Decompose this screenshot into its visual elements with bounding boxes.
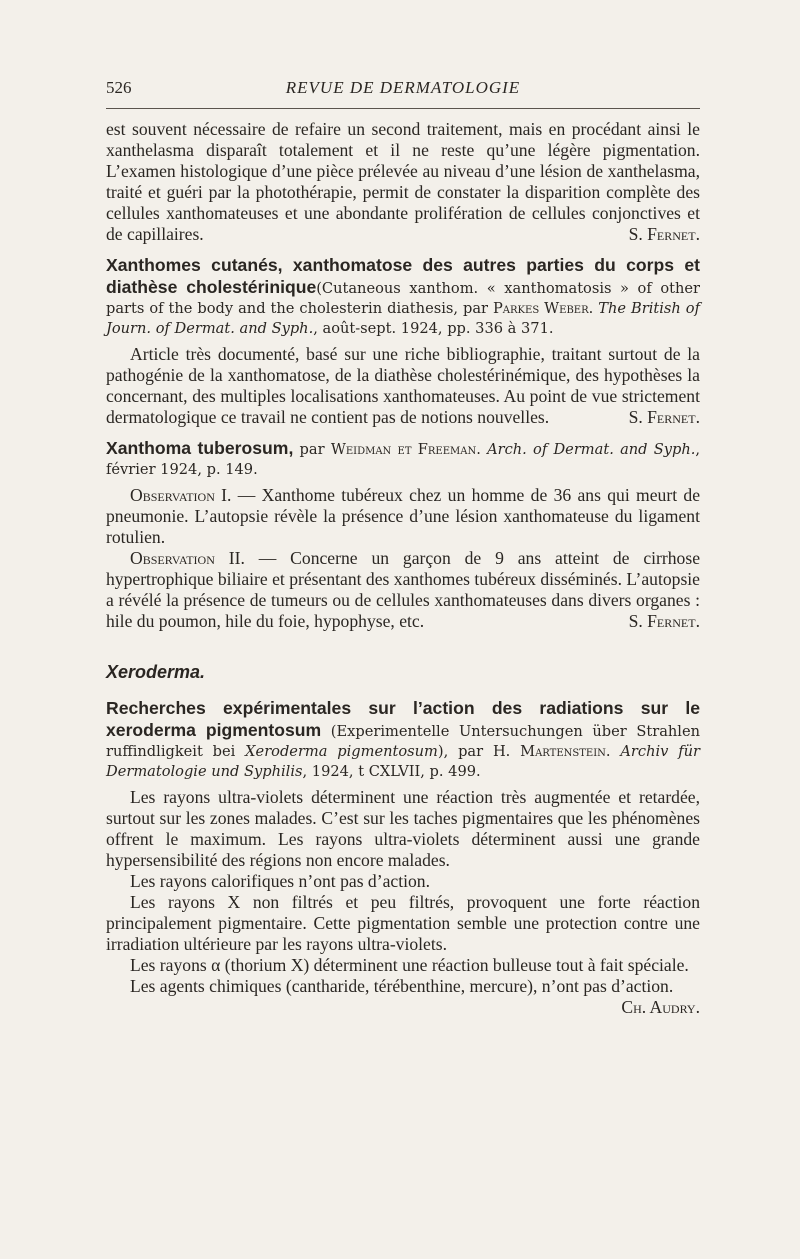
obs1-label: Observation I. — [130, 485, 232, 505]
article2-ref-c: , février 1924, p. 149. — [106, 441, 701, 478]
article2-title: Xanthoma tuberosum, — [106, 438, 294, 458]
article3-paragraph-4: Les rayons α (thorium X) déterminent une réaction bulleuse tout à fait spéciale. — [130, 955, 689, 975]
article3-paragraph-5 — [106, 976, 700, 1018]
article1-author: Parkes Weber — [492, 300, 589, 317]
article3-paragraph-2: Les rayons calorifiques n’ont pas d’action. — [130, 871, 430, 891]
page-header — [106, 78, 700, 102]
article3-ref-a: (Experimentelle Untersuchungen über Strahlen ruffindligkeit bei — [106, 723, 700, 760]
article3-paragraph-3: Les rayons X non filtrés et peu filtrés, provoquent une forte réaction principalement pigmentaire. Cette pigmentation semble une protection contre une irradiation ultérieure par les rayons ultra-violets. — [106, 892, 700, 954]
article1-signature: S. Fernet. — [628, 407, 700, 427]
article1-text: Article très documenté, basé sur une riche bibliographie, traitant surtout de la pathogénie de la xanthomatose, de la diathèse cholestérinémique, des hypothèses la concernant, des multiples localisations xanthomateuses. Au point de vue strictement dermatologique ce travail ne contient pas de notions nouvelles. — [106, 344, 700, 427]
article1-ref-c: , août-sept. 1924, pp. 336 à 371. — [313, 320, 554, 337]
article1-journal: The British of Journ. of Dermat. and Syph. — [106, 300, 700, 337]
article3-author: H. Martenstein — [492, 743, 606, 760]
article2-journal: Arch. of Dermat. and Syph. — [487, 441, 696, 458]
article3-paragraph-1: Les rayons ultra-violets déterminent une réaction très augmentée et retardée, surtout sur les zones malades. C’est sur les taches pigmentaires que les phénomènes offrent le maximum. Les rayons ultra-violets déterminent aussi une grande hypersensibilité des régions non encore malades. — [106, 787, 700, 870]
article3-title: Recherches expérimentales sur l’action des radiations sur le xeroderma pigmentosum — [106, 698, 700, 740]
article2-observation-1 — [106, 485, 700, 548]
page-number: 526 — [106, 78, 132, 97]
article1-heading — [106, 255, 700, 339]
intro-text: est souvent nécessaire de refaire un second traitement, mais en procédant ainsi le xanthelasma disparaît totalement et il ne reste qu’une légère pigmentation. L’examen histologique d’une pièce prélevée au niveau d’une lésion de xanthelasma, traité et guéri par la photothérapie, permit de constater la disparition complète des cellules xanthomateuses et une abondante prolifération de cellules conjonctives et de capillaires. — [106, 119, 700, 244]
article3-ref-italic: Xeroderma pigmentosum — [245, 743, 438, 760]
article3-journal: Archiv für Dermatologie und Syphilis — [106, 743, 701, 780]
article1-ref-a: (Cutaneous xanthom. « xanthomatosis » of other parts of the body and the cholesterin diathesis, par — [106, 280, 700, 317]
article2-author: Weidman et Freeman — [330, 441, 477, 458]
article2-ref-a: par — [293, 441, 331, 458]
article1-body — [106, 344, 700, 428]
article3-ref-d: , 1924, t CXLVII, p. 499. — [302, 763, 481, 780]
intro-signature: S. Fernet. — [628, 224, 700, 244]
obs1-text: — Xanthome tubéreux chez un homme de 36 ans qui meurt de pneumonie. L’autopsie révèle la présence d’une lésion xanthomateuse du ligament rotulien. — [106, 485, 700, 547]
article1-title: Xanthomes cutanés, xanthomatose des autres parties du corps et diathèse cholestérinique — [106, 255, 700, 297]
article1-ref-b: . — [588, 300, 599, 317]
article2-ref-b: . — [476, 441, 488, 458]
obs2-text: — Concerne un garçon de 9 ans atteint de cirrhose hypertrophique biliaire et présentant des xanthomes tubéreux disséminés. L’autopsie a révélé la présence de tumeurs ou de cellules xanthomateuses dans divers organes : hile du poumon, hile du foie, hypophyse, etc. — [106, 548, 701, 631]
article3-heading — [106, 698, 700, 782]
article2-heading — [106, 438, 700, 480]
article3-signature: Ch. Audry. — [621, 997, 700, 1017]
header-rule — [106, 108, 700, 109]
article2-signature: S. Fernet. — [628, 611, 700, 631]
article3-paragraph-5-text: Les agents chimiques (cantharide, térébenthine, mercure), n’ont pas d’action. — [130, 976, 674, 996]
obs2-label: Observation II. — [130, 548, 245, 568]
running-title: REVUE DE DERMATOLOGIE — [285, 78, 521, 97]
intro-paragraph — [106, 119, 700, 245]
article3-ref-c: . — [605, 743, 621, 760]
page-content — [106, 119, 700, 1018]
section-heading-xeroderma: Xeroderma. — [106, 662, 206, 682]
article3-ref-b: ), par — [437, 743, 493, 760]
article2-observation-2 — [106, 548, 700, 632]
